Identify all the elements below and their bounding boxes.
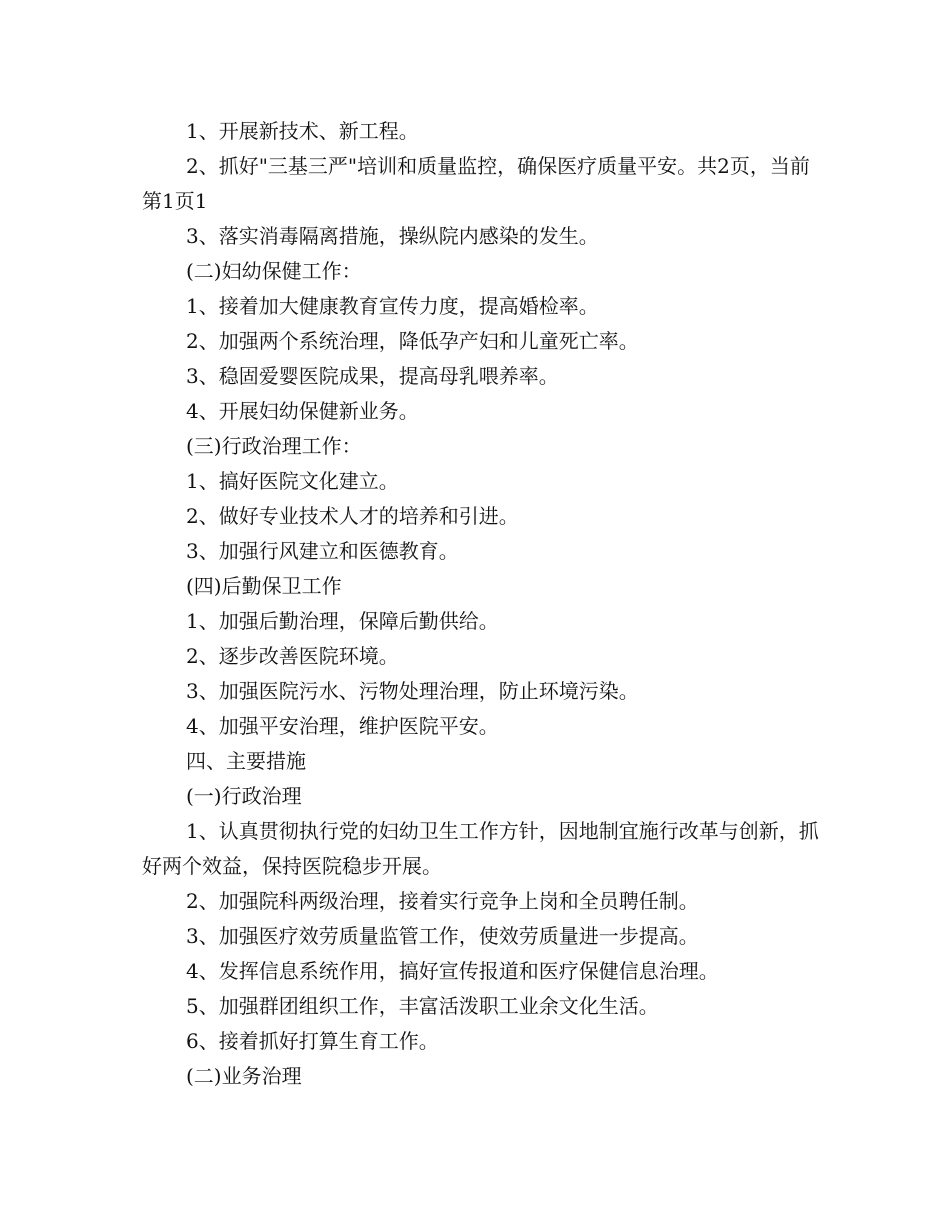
section-heading: 四、主要措施 bbox=[186, 749, 306, 773]
paragraph: 4、开展妇幼保健新业务。 bbox=[186, 399, 419, 423]
paragraph: 2、做好专业技术人才的培养和引进。 bbox=[186, 504, 519, 528]
paragraph: 3、加强医院污水、污物处理治理，防止环境污染。 bbox=[186, 679, 639, 703]
section-heading: (四)后勤保卫工作 bbox=[186, 574, 342, 598]
paragraph: 6、接着抓好打算生育工作。 bbox=[186, 1029, 439, 1053]
section-heading: (二)业务治理 bbox=[186, 1064, 302, 1088]
paragraph: 4、发挥信息系统作用，搞好宣传报道和医疗保健信息治理。 bbox=[186, 959, 719, 983]
section-heading: (三)行政治理工作： bbox=[186, 434, 362, 458]
paragraph: 3、加强行风建立和医德教育。 bbox=[186, 539, 459, 563]
paragraph: 2、加强两个系统治理，降低孕产妇和儿童死亡率。 bbox=[186, 329, 639, 353]
paragraph: 3、落实消毒隔离措施，操纵院内感染的发生。 bbox=[186, 224, 599, 248]
section-heading: (一)行政治理 bbox=[186, 784, 302, 808]
paragraph: 1、认真贯彻执行党的妇幼卫生工作方针，因地制宜施行改革与创新，抓好两个效益，保持医院稳步开展。 bbox=[142, 819, 819, 878]
paragraph: 2、逐步改善医院环境。 bbox=[186, 644, 399, 668]
paragraph: 5、加强群团组织工作，丰富活泼职工业余文化生活。 bbox=[186, 994, 659, 1018]
paragraph: 2、加强院科两级治理，接着实行竞争上岗和全员聘任制。 bbox=[186, 889, 699, 913]
paragraph: 2、抓好"三基三严"培训和质量监控，确保医疗质量平安。共2页，当前第1页1 bbox=[142, 154, 810, 213]
paragraph: 1、接着加大健康教育宣传力度，提高婚检率。 bbox=[186, 294, 599, 318]
paragraph: 4、加强平安治理，维护医院平安。 bbox=[186, 714, 499, 738]
paragraph: 1、开展新技术、新工程。 bbox=[186, 119, 419, 143]
paragraph: 1、加强后勤治理，保障后勤供给。 bbox=[186, 609, 499, 633]
paragraph: 3、稳固爱婴医院成果，提高母乳喂养率。 bbox=[186, 364, 559, 388]
section-heading: (二)妇幼保健工作： bbox=[186, 259, 362, 283]
document-body bbox=[142, 114, 822, 1094]
paragraph: 1、搞好医院文化建立。 bbox=[186, 469, 399, 493]
paragraph: 3、加强医疗效劳质量监管工作，使效劳质量进一步提高。 bbox=[186, 924, 699, 948]
